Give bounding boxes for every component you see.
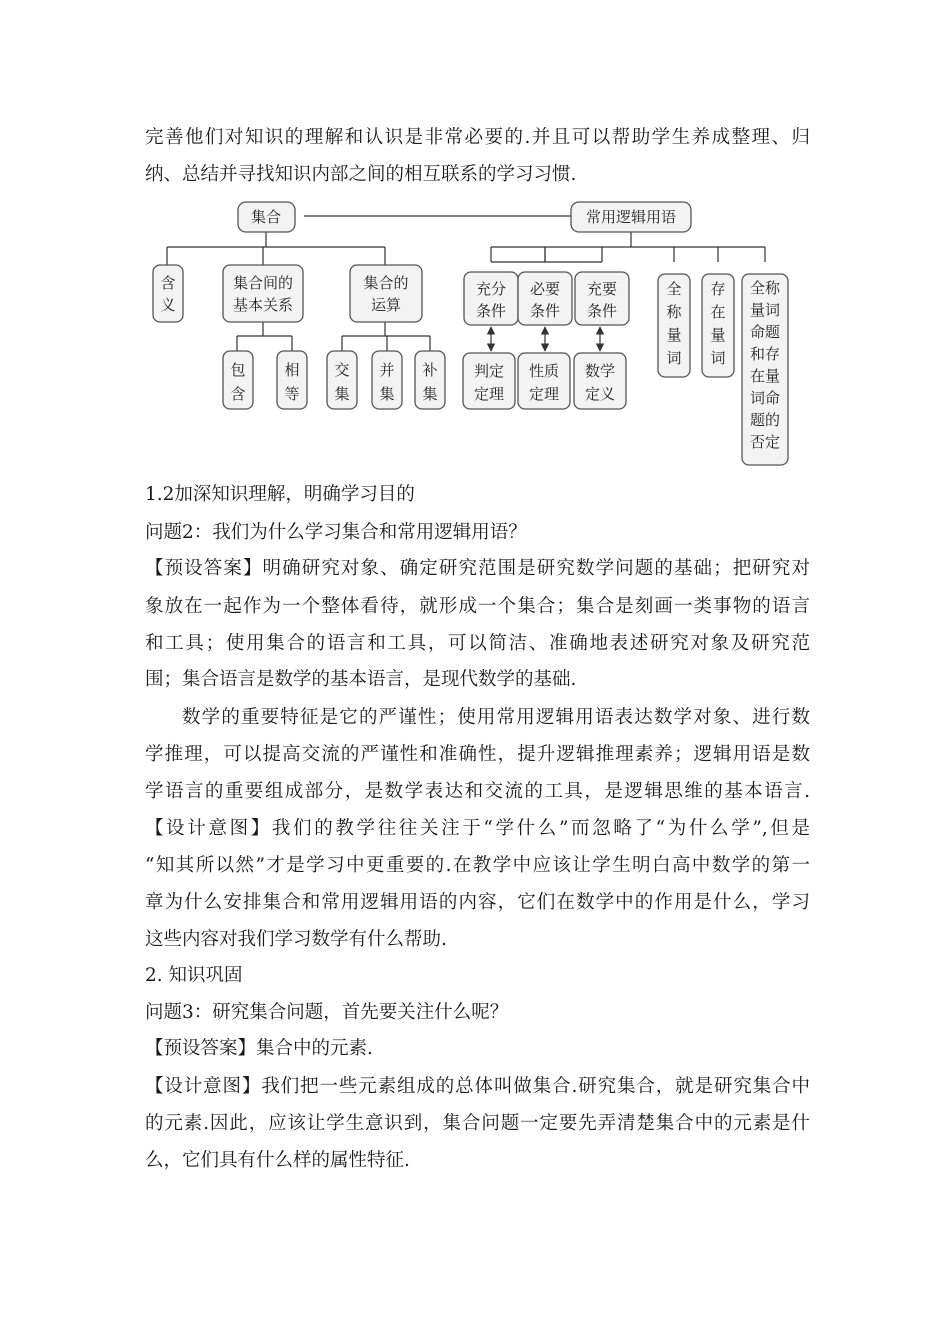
svg-text:充分: 充分 [475, 280, 507, 298]
section-2-heading: 2. 知识巩固 [145, 965, 243, 986]
node-existential-quantifier [702, 274, 734, 377]
svg-text:称: 称 [666, 303, 682, 321]
svg-text:定理: 定理 [473, 385, 505, 403]
svg-text:含: 含 [230, 385, 246, 403]
intent-2-line-2: “知其所以然”才是学习中更重要的.在教学中应该让学生明白高中数学的第一 [145, 855, 810, 876]
node-union [372, 351, 402, 409]
svg-text:定义: 定义 [584, 385, 616, 403]
question-3: 问题3：研究集合问题，首先要关注什么呢？ [145, 1002, 509, 1023]
svg-text:数学: 数学 [584, 362, 616, 380]
svg-text:题的: 题的 [749, 411, 781, 429]
svg-text:全: 全 [666, 280, 682, 298]
node-logic-root [571, 202, 691, 232]
node-property-theorem [518, 353, 570, 409]
svg-text:判定: 判定 [473, 362, 505, 380]
svg-text:在量: 在量 [749, 367, 781, 385]
node-set-root-label: 集合 [250, 208, 282, 226]
svg-text:包: 包 [230, 361, 246, 379]
svg-text:存: 存 [710, 280, 726, 298]
svg-text:等: 等 [284, 385, 300, 403]
answer-2-line-2: 象放在一起作为一个整体看待，就形成一个集合；集合是刻画一类事物的语言 [145, 596, 810, 617]
node-basic-relation [223, 265, 303, 322]
answer-2-line-3: 和工具；使用集合的语言和工具，可以简洁、准确地表述研究对象及研究范 [145, 633, 810, 654]
svg-text:词命: 词命 [749, 389, 781, 407]
para-line-2: 学推理，可以提高交流的严谨性和准确性，提升逻辑推理素养；逻辑用语是数 [145, 744, 810, 765]
svg-text:必要: 必要 [529, 280, 561, 298]
intent-3-line-3: 么，它们具有什么样的属性特征. [145, 1150, 410, 1171]
svg-text:集: 集 [379, 385, 395, 403]
node-negation [742, 274, 788, 465]
para-line-1: 数学的重要特征是它的严谨性；使用常用逻辑用语表达数学对象、进行数 [182, 707, 810, 728]
node-decision-theorem [463, 353, 515, 409]
intent-2-line-4: 这些内容对我们学习数学有什么帮助. [145, 929, 447, 950]
node-operation [350, 265, 422, 322]
answer-3: 【预设答案】集合中的元素. [145, 1038, 373, 1059]
svg-text:和存: 和存 [749, 345, 781, 363]
intent-2-line-3: 章为什么安排集合和常用逻辑用语的内容，它们在数学中的作用是什么，学习 [145, 892, 810, 913]
node-intersection [327, 351, 357, 409]
answer-2-line-4: 围；集合语言是数学的基本语言，是现代数学的基础. [145, 669, 577, 690]
svg-text:否定: 否定 [749, 433, 781, 451]
node-logic-root-label: 常用逻辑用语 [585, 208, 677, 226]
svg-text:充要: 充要 [586, 280, 618, 298]
svg-text:相: 相 [284, 361, 300, 379]
node-equal [277, 351, 307, 409]
svg-text:义: 义 [160, 296, 176, 314]
svg-text:词: 词 [666, 349, 682, 367]
node-iff [575, 272, 629, 325]
intent-2-line-1: 【设计意图】我们的教学往往关注于“学什么”而忽略了“为什么学”,但是 [145, 818, 810, 839]
node-meaning [153, 265, 183, 322]
svg-text:全称: 全称 [749, 279, 781, 297]
svg-text:集合间的: 集合间的 [232, 274, 294, 292]
node-set-root [238, 202, 295, 232]
node-math-definition [574, 353, 626, 409]
svg-text:在: 在 [710, 303, 726, 321]
node-universal-quantifier [658, 274, 690, 377]
svg-text:并: 并 [379, 361, 395, 379]
intent-3-line-2: 的元素.因此，应该让学生意识到，集合问题一定要先弄清楚集合中的元素是什 [145, 1113, 810, 1134]
svg-text:条件: 条件 [529, 302, 561, 320]
svg-text:词: 词 [710, 349, 726, 367]
svg-text:量: 量 [710, 326, 726, 344]
para-line-3: 学语言的重要组成部分，是数学表达和交流的工具，是逻辑思维的基本语言. [145, 781, 810, 802]
node-contain [223, 351, 253, 409]
svg-text:补: 补 [422, 361, 438, 379]
section-1-2-heading: 1.2加深知识理解，明确学习目的 [145, 484, 415, 505]
svg-text:集: 集 [334, 385, 350, 403]
svg-text:含: 含 [160, 274, 176, 292]
svg-text:交: 交 [334, 361, 350, 379]
svg-text:定理: 定理 [528, 385, 560, 403]
svg-text:集: 集 [422, 385, 438, 403]
node-sufficient [464, 272, 518, 325]
concept-map-diagram [145, 196, 795, 468]
node-necessary [518, 272, 572, 325]
svg-text:条件: 条件 [586, 302, 618, 320]
answer-2-line-1: 【预设答案】明确研究对象、确定研究范围是研究数学问题的基础；把研究对 [145, 558, 810, 579]
intro-line-1: 完善他们对知识的理解和认识是非常必要的.并且可以帮助学生养成整理、归 [145, 127, 810, 148]
svg-text:量: 量 [666, 326, 682, 344]
node-complement [415, 351, 445, 409]
svg-text:命题: 命题 [749, 323, 781, 341]
svg-text:基本关系: 基本关系 [232, 296, 294, 314]
intent-3-line-1: 【设计意图】我们把一些元素组成的总体叫做集合.研究集合，就是研究集合中 [145, 1076, 810, 1097]
svg-text:运算: 运算 [370, 296, 402, 314]
question-2: 问题2：我们为什么学习集合和常用逻辑用语？ [145, 522, 527, 543]
svg-text:集合的: 集合的 [363, 274, 409, 292]
svg-text:量词: 量词 [749, 301, 781, 319]
svg-text:性质: 性质 [528, 362, 560, 380]
intro-line-2: 纳、总结并寻找知识内部之间的相互联系的学习习惯. [145, 164, 577, 185]
svg-text:条件: 条件 [475, 302, 507, 320]
